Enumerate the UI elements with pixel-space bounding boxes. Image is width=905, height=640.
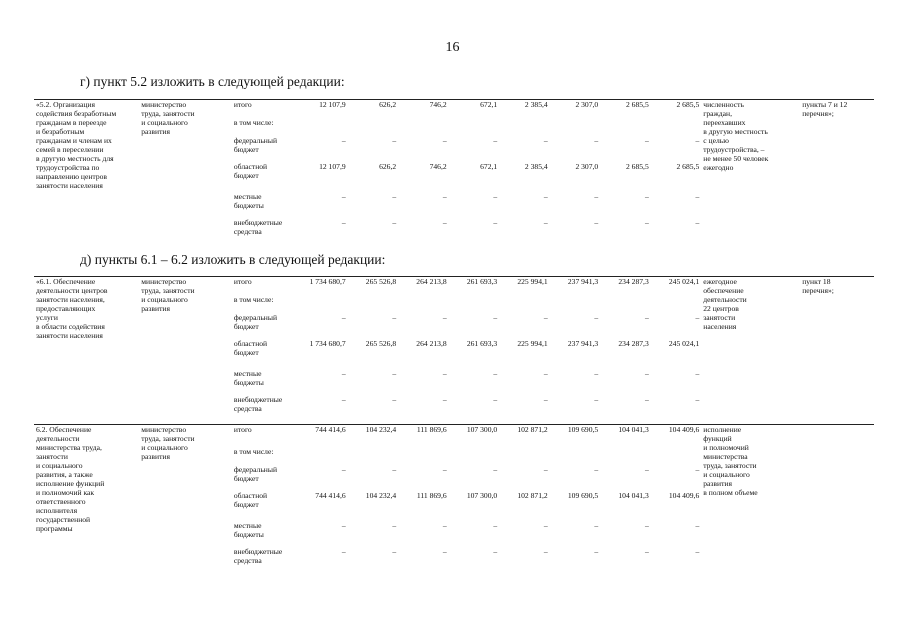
amount-cell: 225 994,1 bbox=[517, 277, 548, 286]
amount-cell: 234 287,3 bbox=[618, 339, 649, 348]
reference: пункт 18 перечня»; bbox=[802, 277, 834, 295]
executor: министерство труда, занятости и социального развития bbox=[141, 100, 195, 136]
funding-source-label: местные бюджеты bbox=[233, 192, 264, 210]
heading-item-d: д) пункты 6.1 – 6.2 изложить в следующей редакции: bbox=[80, 252, 386, 267]
amount-cell: – bbox=[392, 395, 397, 404]
amount-cell: – bbox=[442, 465, 447, 474]
amount-cell: – bbox=[341, 395, 346, 404]
amount-cell: – bbox=[493, 547, 498, 556]
amount-cell: 626,2 bbox=[379, 100, 397, 109]
measure-name: «6.1. Обеспечение деятельности центров занятости населения, предоставляющих услуги в области содействия занятости населения bbox=[36, 277, 108, 340]
amount-cell: – bbox=[442, 395, 447, 404]
amount-cell: – bbox=[695, 465, 700, 474]
amount-cell: – bbox=[594, 192, 599, 201]
amount-cell bbox=[297, 118, 348, 136]
amount-cell: 261 693,3 bbox=[466, 277, 498, 286]
amount-cell bbox=[600, 295, 651, 313]
table-row bbox=[34, 277, 874, 295]
amount-cell: 104 041,3 bbox=[618, 425, 649, 434]
funding-source-label: в том числе: bbox=[233, 118, 274, 127]
amount-cell: – bbox=[341, 313, 346, 322]
amount-cell bbox=[499, 295, 550, 313]
amount-cell: – bbox=[493, 521, 498, 530]
amount-cell: 104 232,4 bbox=[365, 425, 397, 434]
amount-cell bbox=[550, 295, 601, 313]
funding-source-label: местные бюджеты bbox=[233, 521, 264, 539]
amount-cell: – bbox=[392, 218, 397, 227]
amount-cell bbox=[550, 118, 601, 136]
amount-cell bbox=[348, 447, 399, 465]
amount-cell: – bbox=[644, 218, 649, 227]
amount-cell: – bbox=[493, 395, 498, 404]
amount-cell bbox=[499, 118, 550, 136]
amount-cell: 237 941,3 bbox=[567, 277, 599, 286]
amount-cell: – bbox=[543, 521, 548, 530]
funding-source-label: итого bbox=[233, 425, 252, 434]
amount-cell: 672,1 bbox=[480, 162, 498, 171]
amount-cell: 245 024,1 bbox=[668, 339, 700, 348]
amount-cell: – bbox=[341, 547, 346, 556]
amount-cell: – bbox=[543, 465, 548, 474]
amount-cell: – bbox=[543, 547, 548, 556]
funding-source-label: итого bbox=[233, 277, 252, 286]
amount-cell: – bbox=[543, 313, 548, 322]
amount-cell: – bbox=[644, 192, 649, 201]
amount-cell: – bbox=[341, 465, 346, 474]
amount-cell bbox=[449, 118, 500, 136]
amount-cell bbox=[449, 447, 500, 465]
amount-cell: 102 871,2 bbox=[517, 425, 548, 434]
amount-cell: 12 107,9 bbox=[319, 100, 346, 109]
amount-cell: 111 869,6 bbox=[416, 491, 447, 500]
amount-cell: – bbox=[442, 521, 447, 530]
amount-cell: – bbox=[695, 313, 700, 322]
amount-cell bbox=[600, 118, 651, 136]
funding-source-label: областной бюджет bbox=[233, 339, 268, 357]
amount-cell: – bbox=[543, 369, 548, 378]
amount-cell: – bbox=[442, 218, 447, 227]
amount-cell: – bbox=[695, 547, 700, 556]
amount-cell: 746,2 bbox=[429, 100, 447, 109]
funding-source-label: областной бюджет bbox=[233, 162, 268, 180]
amount-cell: – bbox=[594, 313, 599, 322]
amount-cell: – bbox=[543, 136, 548, 145]
amount-cell: 234 287,3 bbox=[618, 277, 649, 286]
amount-cell: – bbox=[493, 465, 498, 474]
amount-cell: – bbox=[594, 465, 599, 474]
amount-cell: – bbox=[341, 192, 346, 201]
amount-cell: 264 213,8 bbox=[416, 277, 447, 286]
amount-cell: – bbox=[644, 313, 649, 322]
reference bbox=[800, 425, 874, 571]
funding-source-label: местные бюджеты bbox=[233, 369, 264, 387]
amount-cell: – bbox=[543, 395, 548, 404]
amount-cell bbox=[651, 447, 702, 465]
amount-cell: 111 869,6 bbox=[416, 425, 447, 434]
amount-cell: 104 232,4 bbox=[365, 491, 397, 500]
funding-source-label: внебюджетные средства bbox=[233, 218, 283, 236]
amount-cell: 109 690,5 bbox=[567, 491, 599, 500]
amount-cell bbox=[651, 118, 702, 136]
table-row bbox=[34, 425, 874, 447]
amount-cell: – bbox=[392, 521, 397, 530]
amount-cell bbox=[651, 295, 702, 313]
amount-cell: 2 685,5 bbox=[625, 162, 649, 171]
amount-cell: – bbox=[341, 136, 346, 145]
target-indicator: исполнение функций и полномочий министерства труда, занятости и социального развития в полном объеме bbox=[703, 425, 758, 497]
amount-cell bbox=[297, 295, 348, 313]
amount-cell: 245 024,1 bbox=[668, 277, 700, 286]
amount-cell: – bbox=[695, 192, 700, 201]
funding-source-label: областной бюджет bbox=[233, 491, 268, 509]
amount-cell: 237 941,3 bbox=[567, 339, 599, 348]
amount-cell: 102 871,2 bbox=[517, 491, 548, 500]
amount-cell: 225 994,1 bbox=[517, 339, 548, 348]
amount-cell: – bbox=[594, 521, 599, 530]
amount-cell: – bbox=[594, 136, 599, 145]
amount-cell: – bbox=[442, 547, 447, 556]
amount-cell: – bbox=[644, 465, 649, 474]
amount-cell bbox=[348, 118, 399, 136]
amount-cell: – bbox=[695, 369, 700, 378]
amount-cell: 2 385,4 bbox=[524, 100, 548, 109]
amount-cell: – bbox=[644, 136, 649, 145]
amount-cell: – bbox=[493, 136, 498, 145]
amount-cell bbox=[499, 447, 550, 465]
amount-cell bbox=[348, 295, 399, 313]
amount-cell: – bbox=[442, 313, 447, 322]
amount-cell: 744 414,6 bbox=[315, 425, 346, 434]
funding-source-label: внебюджетные средства bbox=[233, 395, 283, 413]
page-number: 16 bbox=[445, 40, 460, 55]
funding-source-label: в том числе: bbox=[233, 295, 274, 304]
target-indicator: численность граждан, переехавших в другую местность с целью трудоустройства, – не менее 50 человек ежегодно bbox=[703, 100, 769, 172]
amount-cell bbox=[449, 295, 500, 313]
amount-cell: – bbox=[644, 521, 649, 530]
amount-cell: – bbox=[594, 369, 599, 378]
amount-cell bbox=[398, 447, 449, 465]
measure-name: 6.2. Обеспечение деятельности министерства труда, занятости и социального развития, а также исполнение функций и полномочий как ответственного исполнителя государственной программы bbox=[36, 425, 105, 533]
amount-cell: 265 526,8 bbox=[365, 277, 397, 286]
funding-source-label: внебюджетные средства bbox=[233, 547, 283, 565]
table-section-5-2 bbox=[34, 99, 874, 242]
amount-cell: – bbox=[543, 218, 548, 227]
amount-cell: – bbox=[695, 395, 700, 404]
amount-cell: – bbox=[392, 547, 397, 556]
amount-cell: 2 685,5 bbox=[676, 100, 700, 109]
amount-cell: 672,1 bbox=[480, 100, 498, 109]
funding-source-label: федеральный бюджет bbox=[233, 465, 278, 483]
amount-cell: – bbox=[341, 369, 346, 378]
amount-cell: 2 307,0 bbox=[575, 162, 599, 171]
table-section-6-2 bbox=[34, 424, 874, 571]
amount-cell: 2 385,4 bbox=[524, 162, 548, 171]
amount-cell: – bbox=[493, 369, 498, 378]
amount-cell: – bbox=[493, 192, 498, 201]
amount-cell: – bbox=[695, 218, 700, 227]
amount-cell: – bbox=[392, 369, 397, 378]
amount-cell: 104 409,6 bbox=[668, 425, 700, 434]
amount-cell: 109 690,5 bbox=[567, 425, 599, 434]
amount-cell bbox=[398, 118, 449, 136]
amount-cell: – bbox=[493, 313, 498, 322]
amount-cell: 626,2 bbox=[379, 162, 397, 171]
amount-cell: 2 307,0 bbox=[575, 100, 599, 109]
amount-cell bbox=[600, 447, 651, 465]
amount-cell: – bbox=[392, 465, 397, 474]
amount-cell: – bbox=[442, 192, 447, 201]
measure-name: «5.2. Организация содействия безработным гражданам в переезде и безработным гражданам и членам их семей в переселении в другую местность для трудоустройства по направлению центров занятости населения bbox=[36, 100, 117, 190]
amount-cell: – bbox=[392, 136, 397, 145]
amount-cell: 107 300,0 bbox=[466, 425, 498, 434]
amount-cell: – bbox=[392, 192, 397, 201]
amount-cell: 12 107,9 bbox=[319, 162, 346, 171]
reference: пункты 7 и 12 перечня»; bbox=[802, 100, 848, 118]
funding-source-label: итого bbox=[233, 100, 252, 109]
amount-cell: – bbox=[493, 218, 498, 227]
amount-cell: – bbox=[594, 395, 599, 404]
funding-source-label: федеральный бюджет bbox=[233, 136, 278, 154]
amount-cell: 104 041,3 bbox=[618, 491, 649, 500]
amount-cell: – bbox=[644, 369, 649, 378]
amount-cell: – bbox=[594, 547, 599, 556]
amount-cell: 104 409,6 bbox=[668, 491, 700, 500]
amount-cell: – bbox=[341, 218, 346, 227]
amount-cell bbox=[398, 295, 449, 313]
target-indicator: ежегодное обеспечение деятельности 22 центров занятости населения bbox=[703, 277, 747, 331]
amount-cell: 744 414,6 bbox=[315, 491, 346, 500]
amount-cell: 265 526,8 bbox=[365, 339, 397, 348]
amount-cell: 107 300,0 bbox=[466, 491, 498, 500]
amount-cell bbox=[550, 447, 601, 465]
amount-cell: – bbox=[341, 521, 346, 530]
amount-cell: 746,2 bbox=[429, 162, 447, 171]
amount-cell: – bbox=[442, 136, 447, 145]
amount-cell: – bbox=[392, 313, 397, 322]
executor: министерство труда, занятости и социального развития bbox=[141, 277, 195, 313]
heading-item-g: г) пункт 5.2 изложить в следующей редакции: bbox=[80, 74, 345, 89]
amount-cell: 2 685,5 bbox=[676, 162, 700, 171]
amount-cell: 2 685,5 bbox=[625, 100, 649, 109]
amount-cell: – bbox=[644, 395, 649, 404]
amount-cell: 261 693,3 bbox=[466, 339, 498, 348]
amount-cell: – bbox=[442, 369, 447, 378]
amount-cell: 1 734 680,7 bbox=[309, 277, 346, 286]
executor: министерство труда, занятости и социального развития bbox=[141, 425, 195, 461]
amount-cell bbox=[297, 447, 348, 465]
amount-cell: – bbox=[594, 218, 599, 227]
amount-cell: – bbox=[695, 136, 700, 145]
amount-cell: 1 734 680,7 bbox=[309, 339, 346, 348]
amount-cell: – bbox=[644, 547, 649, 556]
table-section-6-1 bbox=[34, 276, 874, 419]
table-row bbox=[34, 100, 874, 118]
amount-cell: – bbox=[695, 521, 700, 530]
funding-source-label: в том числе: bbox=[233, 447, 274, 456]
funding-source-label: федеральный бюджет bbox=[233, 313, 278, 331]
amount-cell: 264 213,8 bbox=[416, 339, 447, 348]
amount-cell: – bbox=[543, 192, 548, 201]
